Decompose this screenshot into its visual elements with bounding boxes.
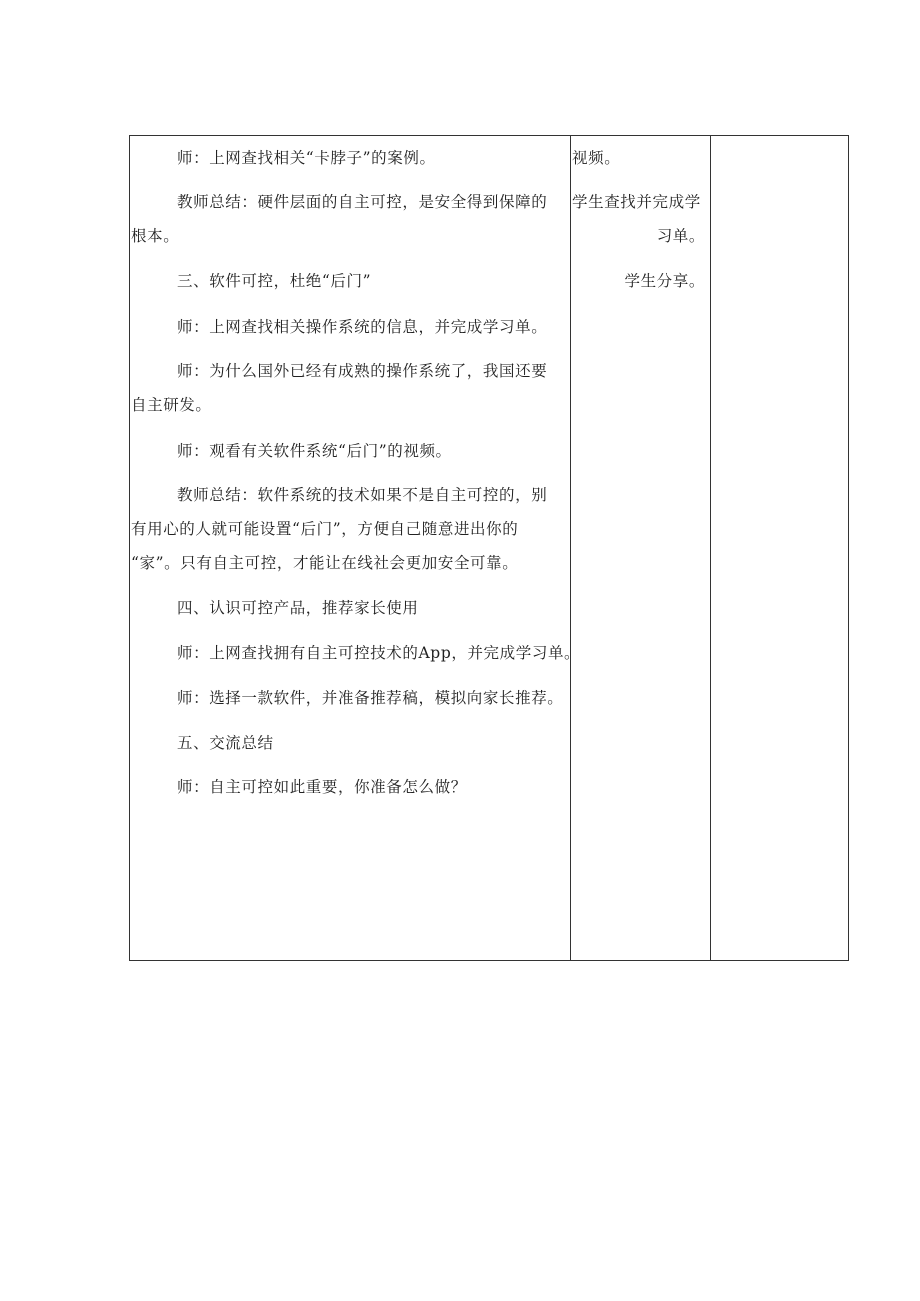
student-text: 习单。	[656, 227, 705, 245]
paragraph: 师：上网查找拥有自主可控技术的App，并完成学习单。	[177, 644, 581, 662]
section-heading: 四、认识可控产品，推荐家长使用	[177, 599, 419, 617]
paragraph: 师：上网查找相关操作系统的信息，并完成学习单。	[177, 318, 548, 336]
lesson-table	[129, 135, 849, 961]
student-text: 视频。	[572, 149, 621, 167]
paragraph: 根本。	[131, 227, 180, 245]
paragraph: 师：上网查找相关“卡脖子”的案例。	[177, 149, 436, 167]
paragraph: 师：观看有关软件系统“后门”的视频。	[177, 442, 452, 460]
paragraph: 师：自主可控如此重要，你准备怎么做？	[177, 778, 467, 796]
paragraph: 师：选择一款软件，并准备推荐稿，模拟向家长推荐。	[177, 689, 564, 707]
paragraph: 教师总结：软件系统的技术如果不是自主可控的，别	[177, 486, 548, 504]
column-divider	[570, 136, 571, 960]
paragraph: 自主研发。	[131, 396, 212, 414]
section-heading: 五、交流总结	[177, 734, 274, 752]
student-text: 学生查找并完成学	[572, 193, 701, 211]
paragraph: 教师总结：硬件层面的自主可控，是安全得到保障的	[177, 193, 548, 211]
paragraph: 有用心的人就可能设置“后门”，方便自己随意进出你的	[131, 520, 519, 538]
paragraph: 师：为什么国外已经有成熟的操作系统了，我国还要	[177, 362, 548, 380]
paragraph: “家”。只有自主可控，才能让在线社会更加安全可靠。	[131, 554, 519, 572]
section-heading: 三、软件可控，杜绝“后门”	[177, 272, 372, 290]
column-divider	[710, 136, 711, 960]
student-text: 学生分享。	[624, 272, 705, 290]
